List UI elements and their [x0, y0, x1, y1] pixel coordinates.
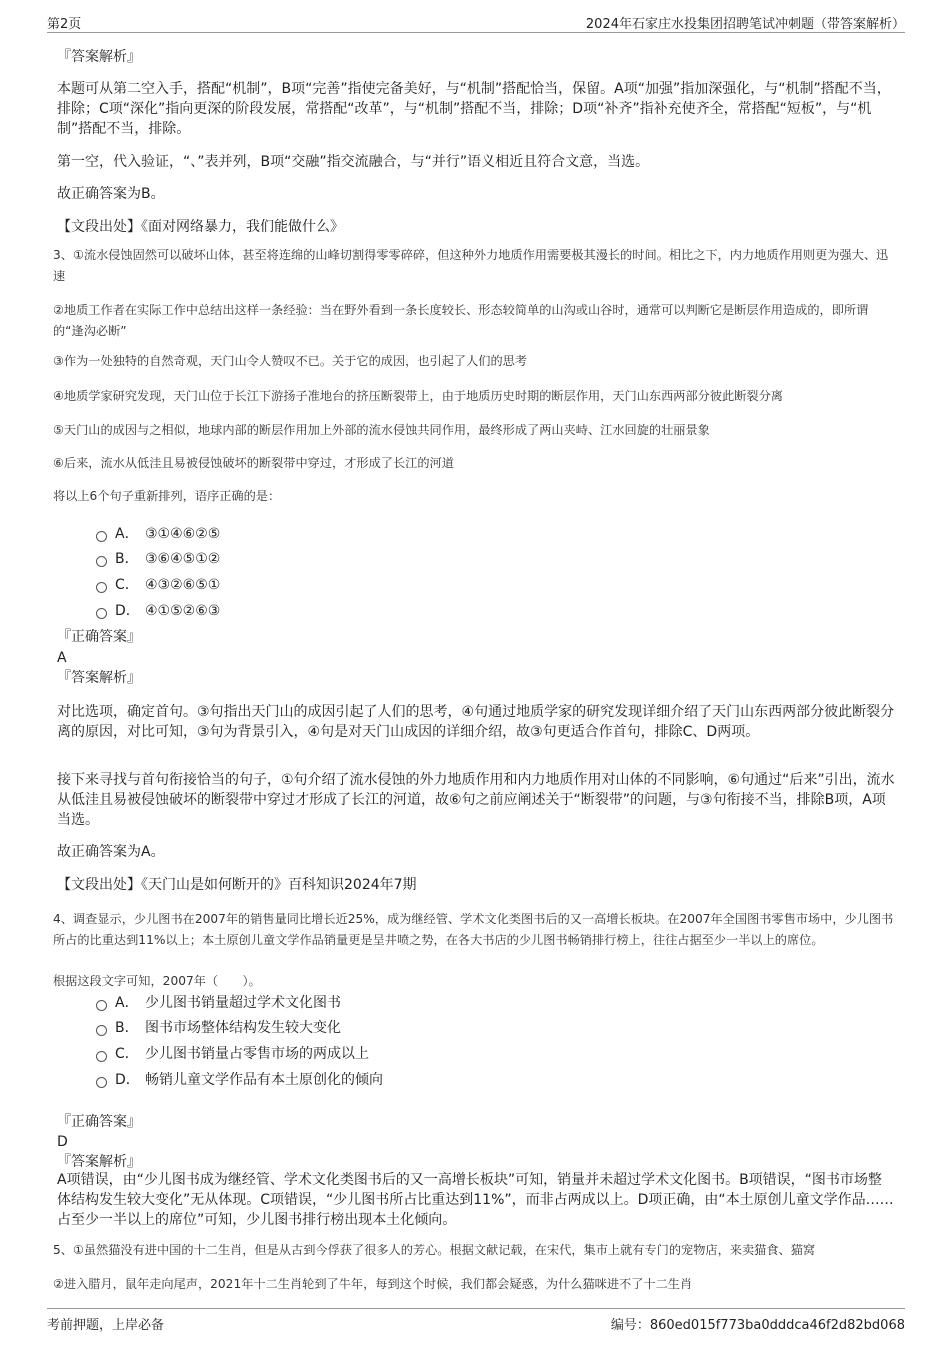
q4-stem: 4、调查显示，少儿图书在2007年的销售量同比增长近25%，成为继经管、学术文化类图书后的又一高增长板块。在2007年全国图书零售市场中，少儿图书所占的比重达到11%以上；本土原创儿童文学作品销量更是呈井喷之势，在各大书店的少儿图书畅销排行榜上，往往占据至少一半以上的席位。 [53, 912, 894, 947]
q2-source: 【文段出处】《面对网络暴力，我们能做什么》 [57, 219, 344, 235]
q5-sentence-2: ②进入腊月，鼠年走向尾声，2021年十二生肖轮到了牛年，每到这个时候，我们都会疑惑，为什么猫咪进不了十二生肖 [53, 1277, 693, 1291]
q5-sentence-1: 5、①虽然猫没有进中国的十二生肖，但是从古到今俘获了很多人的芳心。根据文献记载，在宋代，集市上就有专门的宠物店，来卖猫食、猫窝 [53, 1243, 816, 1257]
q4-option-c[interactable]: C． 少儿图书销量占零售市场的两成以上 [96, 1044, 369, 1064]
q3-sentence-4: ④地质学家研究发现，天门山位于长江下游扬子准地台的挤压断裂带上，由于地质历史时期的断层作用，天门山东西两部分彼此断裂分离 [53, 389, 783, 403]
radio-icon[interactable] [96, 531, 107, 542]
q3-source: 【文段出处】《天门山是如何断开的》百科知识2024年7期 [57, 877, 417, 893]
q4-option-a[interactable]: A． 少儿图书销量超过学术文化图书 [96, 993, 341, 1013]
q3-analysis-p2: 接下来寻找与首句衔接恰当的句子，①句介绍了流水侵蚀的外力地质作用和内力地质作用对山体的不同影响，⑥句通过“后来”引出，流水从低洼且易被侵蚀破坏的断裂带中穿过才形成了长江的河道，故⑥句之前应阐述关于“断裂带”的问题，与③句衔接不当，排除B项，A项当选。 [57, 772, 895, 828]
radio-icon[interactable] [96, 608, 107, 619]
q3-analysis-label: 『答案解析』 [57, 670, 141, 686]
page-number: 第2页 [47, 17, 82, 32]
q2-analysis-p3: 故正确答案为B。 [57, 186, 165, 202]
q3-answer-label: 『正确答案』 [57, 629, 141, 645]
q3-answer: A [57, 650, 67, 666]
q4-answer-label: 『正确答案』 [57, 1114, 141, 1130]
q3-option-a[interactable]: A． ③①④⑥②⑤ [96, 524, 220, 544]
radio-icon[interactable] [96, 1025, 107, 1036]
q3-sentence-2: ②地质工作者在实际工作中总结出这样一条经验：当在野外看到一条长度较长、形态较简单的山沟或山谷时，通常可以判断它是断层作用造成的，即所谓的“逢沟必断” [53, 303, 869, 338]
q2-analysis-p1: 本题可从第二空入手，搭配“机制”，B项“完善”指使完备美好，与“机制”搭配恰当，保留。A项“加强”指加深强化，与“机制”搭配不当，排除；C项“深化”指向更深的阶段发展，常搭配“改革”，与“机制”搭配不当，排除；D项“补齐”指补充使齐全，常搭配“短板”，与“机制”搭配不当，排除。 [57, 81, 891, 137]
q4-option-b[interactable]: B． 图书市场整体结构发生较大变化 [96, 1018, 341, 1038]
q3-option-d[interactable]: D． ④①⑤②⑥③ [96, 601, 220, 621]
footer-slogan: 考前押题，上岸必备 [47, 1318, 165, 1333]
q3-option-c[interactable]: C． ④③②⑥⑤① [96, 575, 220, 595]
radio-icon[interactable] [96, 556, 107, 567]
radio-icon[interactable] [96, 1077, 107, 1088]
page-footer [47, 1308, 905, 1331]
q3-option-b[interactable]: B． ③⑥④⑤①② [96, 549, 220, 569]
q3-prompt: 将以上6个句子重新排列，语序正确的是： [53, 489, 281, 503]
q3-sentence-6: ⑥后来，流水从低洼且易被侵蚀破坏的断裂带中穿过，才形成了长江的河道 [53, 456, 454, 470]
radio-icon[interactable] [96, 582, 107, 593]
q3-sentence-1: 3、①流水侵蚀固然可以破坏山体，甚至将连绵的山峰切割得零零碎碎，但这种外力地质作用需要极其漫长的时间。相比之下，内力地质作用则更为强大、迅速 [53, 248, 889, 283]
radio-icon[interactable] [96, 1000, 107, 1011]
page-header [47, 10, 905, 33]
q4-option-d[interactable]: D． 畅销儿童文学作品有本土原创化的倾向 [96, 1070, 383, 1090]
q2-analysis-p2: 第一空，代入验证，“、”表并列，B项“交融”指交流融合，与“并行”语义相近且符合文意，当选。 [57, 154, 650, 170]
radio-icon[interactable] [96, 1051, 107, 1062]
document-code: 编号：860ed015f773ba0dddca46f2d82bd068 [610, 1318, 905, 1333]
q4-analysis-label: 『答案解析』 [57, 1154, 141, 1170]
q3-analysis-p1: 对比选项，确定首句。③句指出天门山的成因引起了人们的思考，④句通过地质学家的研究发现详细介绍了天门山东西两部分彼此断裂分离的原因，对比可知，③句为背景引入，④句是对天门山成因的详细介绍，故③句更适合作首句，排除C、D两项。 [57, 704, 895, 740]
q3-sentence-3: ③作为一处独特的自然奇观，天门山令人赞叹不已。关于它的成因，也引起了人们的思考 [53, 354, 528, 368]
q3-sentence-5: ⑤天门山的成因与之相似，地球内部的断层作用加上外部的流水侵蚀共同作用，最终形成了两山夹峙、江水回旋的壮丽景象 [53, 423, 710, 437]
document-title: 2024年石家庄水投集团招聘笔试冲刺题（带答案解析） [585, 17, 905, 32]
q4-analysis: A项错误，由“少儿图书成为继经管、学术文化类图书后的又一高增长板块”可知，销量并未超过学术文化图书。B项错误，“图书市场整体结构发生较大变化”无从体现。C项错误，“少儿图书所占比重达到11%”，而非占两成以上。D项正确，由“本土原创儿童文学作品……占至少一半以上的席位”可知，少儿图书排行榜出现本土化倾向。 [57, 1172, 894, 1228]
q4-answer: D [57, 1134, 68, 1150]
q2-analysis-label: 『答案解析』 [57, 49, 141, 65]
q4-prompt: 根据这段文字可知，2007年（ ）。 [53, 974, 261, 988]
q3-analysis-p3: 故正确答案为A。 [57, 844, 165, 860]
